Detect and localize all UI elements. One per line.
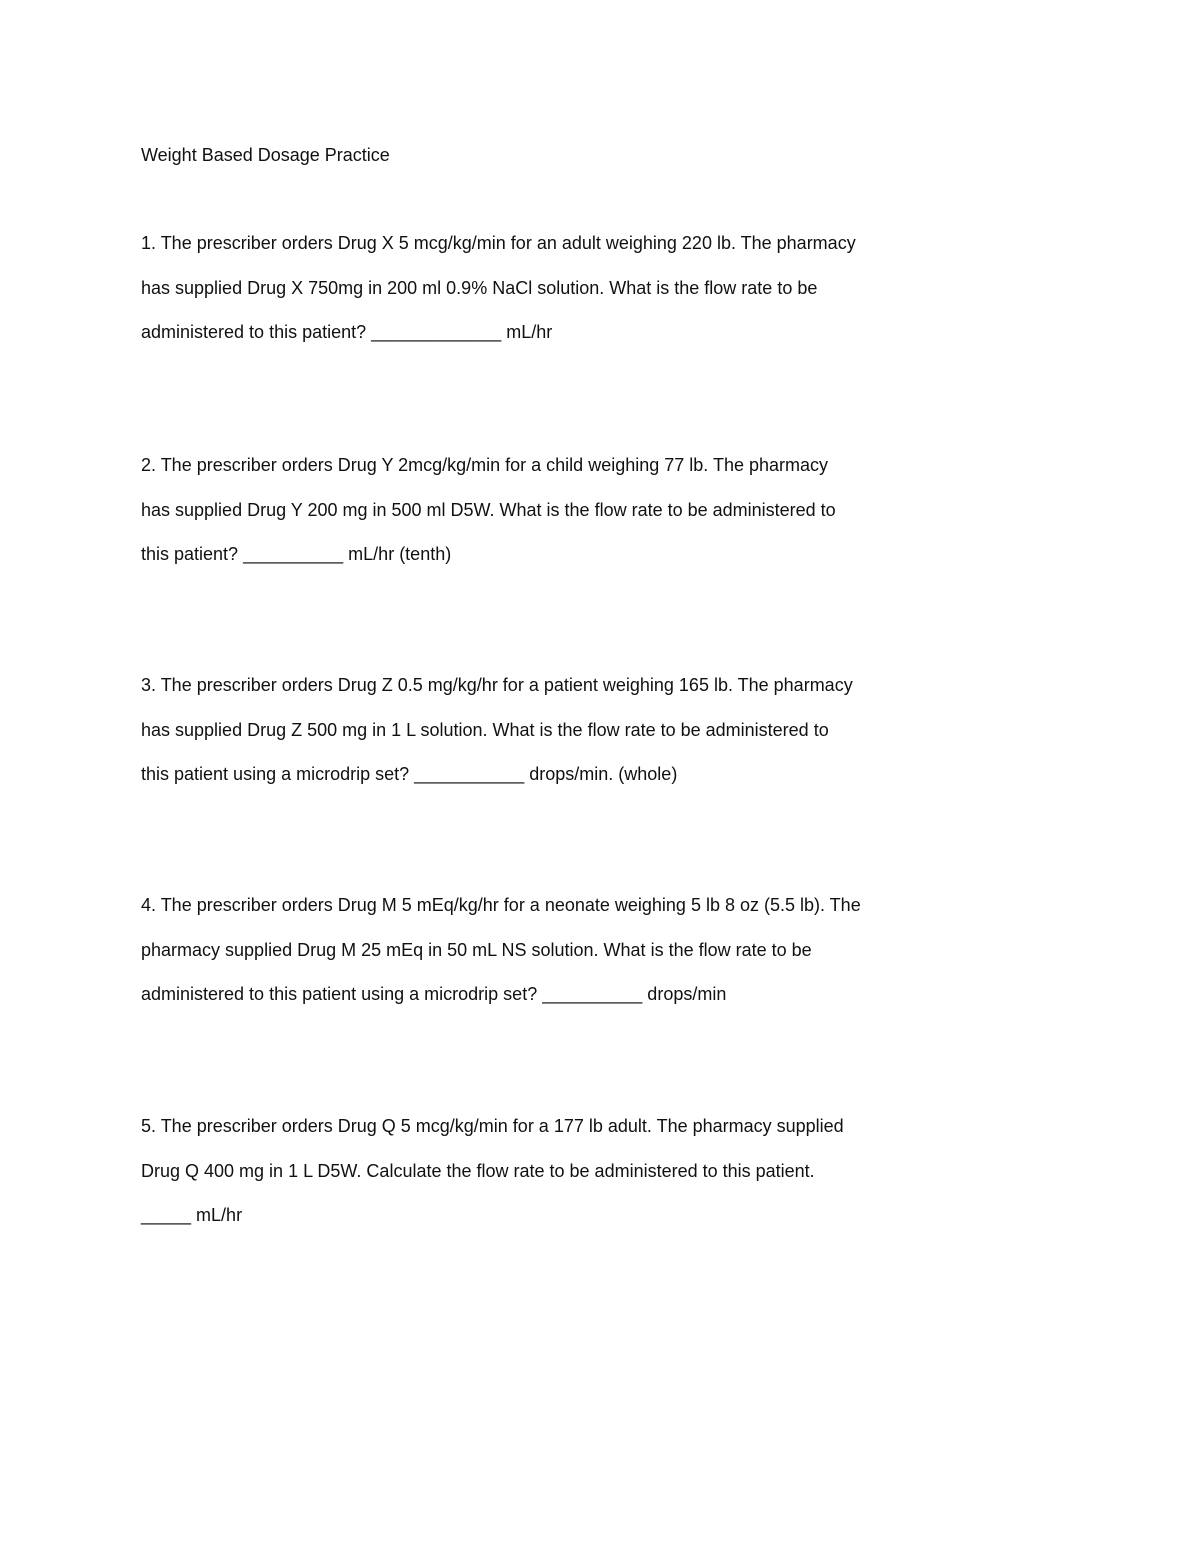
- question-2-line-1: 2. The prescriber orders Drug Y 2mcg/kg/min for a child weighing 77 lb. The pharmacy: [141, 455, 829, 475]
- question-4-line-3: administered to this patient using a microdrip set? __________ drops/min: [141, 984, 727, 1004]
- question-4-line-2: pharmacy supplied Drug M 25 mEq in 50 mL NS solution. What is the flow rate to be: [141, 939, 812, 960]
- question-5-line-2: Drug Q 400 mg in 1 L D5W. Calculate the flow rate to be administered to this patient.: [141, 1160, 815, 1181]
- question-2: [141, 453, 961, 587]
- question-2-line-2: has supplied Drug Y 200 mg in 500 ml D5W. What is the flow rate to be administered to: [141, 499, 836, 520]
- question-5-line-3: _____ mL/hr: [141, 1205, 243, 1225]
- question-1-line-2: has supplied Drug X 750mg in 200 ml 0.9% NaCl solution. What is the flow rate to be: [141, 277, 818, 298]
- question-3-line-3: this patient using a microdrip set? ___________ drops/min. (whole): [141, 764, 678, 784]
- question-5-line-1: 5. The prescriber orders Drug Q 5 mcg/kg/min for a 177 lb adult. The pharmacy supplied: [141, 1116, 844, 1136]
- question-5: [141, 1114, 961, 1248]
- question-1: [141, 231, 961, 365]
- document-title: Weight Based Dosage Practice: [141, 145, 390, 165]
- question-3: [141, 673, 961, 807]
- question-4: [141, 893, 961, 1027]
- question-2-line-3: this patient? __________ mL/hr (tenth): [141, 544, 452, 564]
- question-3-line-2: has supplied Drug Z 500 mg in 1 L solution. What is the flow rate to be administered to: [141, 719, 829, 740]
- question-1-line-3: administered to this patient? _____________ mL/hr: [141, 322, 553, 342]
- question-4-line-1: 4. The prescriber orders Drug M 5 mEq/kg/hr for a neonate weighing 5 lb 8 oz (5.5 lb). The: [141, 895, 861, 915]
- question-1-line-1: 1. The prescriber orders Drug X 5 mcg/kg/min for an adult weighing 220 lb. The pharmacy: [141, 233, 856, 253]
- question-3-line-1: 3. The prescriber orders Drug Z 0.5 mg/kg/hr for a patient weighing 165 lb. The pharmacy: [141, 675, 853, 695]
